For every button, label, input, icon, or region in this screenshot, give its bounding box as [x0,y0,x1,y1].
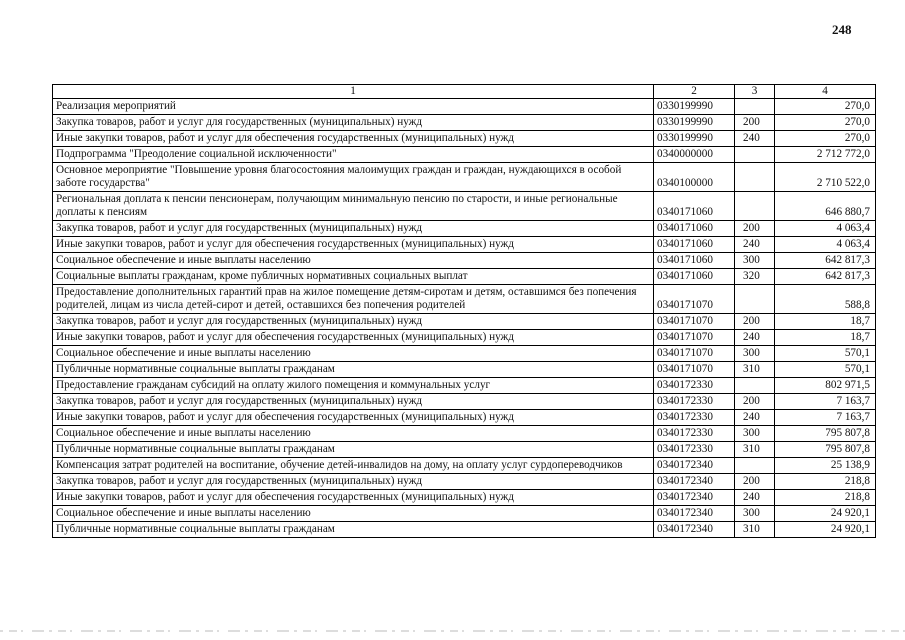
table-row [53,99,876,115]
row-name-cell: Публичные нормативные социальные выплаты гражданам [53,362,654,378]
row-code-cell: 0340172330 [654,442,735,458]
row-vr-cell [735,378,775,394]
row-name-cell: Основное мероприятие "Повышение уровня благосостояния малоимущих граждан и граждан, нуждающихся в особой заботе государства" [53,163,654,192]
row-name-cell: Иные закупки товаров, работ и услуг для обеспечения государственных (муниципальных) нужд [53,237,654,253]
row-amount-cell: 24 920,1 [775,522,876,538]
table-row [53,474,876,490]
row-name-cell: Социальное обеспечение и иные выплаты населению [53,346,654,362]
row-vr-cell: 310 [735,442,775,458]
row-vr-cell: 310 [735,362,775,378]
row-amount-cell: 2 712 772,0 [775,147,876,163]
table-row [53,362,876,378]
row-name-cell: Иные закупки товаров, работ и услуг для обеспечения государственных (муниципальных) нужд [53,330,654,346]
row-code-cell: 0340172340 [654,490,735,506]
row-name-cell: Закупка товаров, работ и услуг для государственных (муниципальных) нужд [53,115,654,131]
row-amount-cell: 24 920,1 [775,506,876,522]
header-col-3: 3 [735,85,775,99]
row-code-cell: 0340000000 [654,147,735,163]
table-row [53,115,876,131]
row-vr-cell: 320 [735,269,775,285]
row-vr-cell: 300 [735,346,775,362]
page-number: 248 [832,22,852,37]
row-name-cell: Закупка товаров, работ и услуг для государственных (муниципальных) нужд [53,474,654,490]
row-vr-cell: 200 [735,474,775,490]
row-code-cell: 0340171070 [654,346,735,362]
row-name-cell: Реализация мероприятий [53,99,654,115]
row-code-cell: 0340171060 [654,253,735,269]
row-amount-cell: 642 817,3 [775,269,876,285]
row-name-cell: Публичные нормативные социальные выплаты гражданам [53,522,654,538]
row-code-cell: 0340171060 [654,192,735,221]
row-code-cell: 0340172330 [654,378,735,394]
row-name-cell: Предоставление дополнительных гарантий прав на жилое помещение детям-сиротам и детям, оставшимся без попечения родителей, лицам из числа детей-сирот и детей, оставшихся без попечения родителей [53,285,654,314]
row-amount-cell: 4 063,4 [775,237,876,253]
row-code-cell: 0340171070 [654,285,735,314]
row-vr-cell: 300 [735,253,775,269]
table-row [53,147,876,163]
table-row [53,285,876,314]
table-row [53,490,876,506]
row-code-cell: 0330199990 [654,115,735,131]
row-name-cell: Региональная доплата к пенсии пенсионерам, получающим минимальную пенсию по старости, и иные региональные доплаты к пенсиям [53,192,654,221]
row-code-cell: 0340171070 [654,314,735,330]
row-name-cell: Иные закупки товаров, работ и услуг для обеспечения государственных (муниципальных) нужд [53,131,654,147]
table-row [53,410,876,426]
row-name-cell: Социальное обеспечение и иные выплаты населению [53,426,654,442]
row-amount-cell: 7 163,7 [775,394,876,410]
row-amount-cell: 25 138,9 [775,458,876,474]
row-name-cell: Социальное обеспечение и иные выплаты населению [53,253,654,269]
row-code-cell: 0340172330 [654,410,735,426]
table-row [53,163,876,192]
row-amount-cell: 2 710 522,0 [775,163,876,192]
row-amount-cell: 270,0 [775,115,876,131]
row-vr-cell: 240 [735,330,775,346]
row-amount-cell: 646 880,7 [775,192,876,221]
row-vr-cell: 240 [735,237,775,253]
table-row [53,426,876,442]
table-row [53,442,876,458]
table-row [53,346,876,362]
row-code-cell: 0340172330 [654,426,735,442]
table-row [53,314,876,330]
row-amount-cell: 802 971,5 [775,378,876,394]
row-code-cell: 0340172330 [654,394,735,410]
row-vr-cell: 240 [735,410,775,426]
row-vr-cell [735,192,775,221]
row-amount-cell: 7 163,7 [775,410,876,426]
header-col-1: 1 [53,85,654,99]
row-code-cell: 0340172340 [654,458,735,474]
row-vr-cell: 200 [735,394,775,410]
row-amount-cell: 4 063,4 [775,221,876,237]
table-row [53,458,876,474]
row-code-cell: 0340171070 [654,362,735,378]
row-name-cell: Публичные нормативные социальные выплаты гражданам [53,442,654,458]
table-row [53,131,876,147]
row-code-cell: 0340171060 [654,237,735,253]
row-code-cell: 0330199990 [654,131,735,147]
row-name-cell: Закупка товаров, работ и услуг для государственных (муниципальных) нужд [53,394,654,410]
table-row [53,237,876,253]
row-amount-cell: 270,0 [775,131,876,147]
table-row [53,378,876,394]
row-amount-cell: 588,8 [775,285,876,314]
row-name-cell: Иные закупки товаров, работ и услуг для обеспечения государственных (муниципальных) нужд [53,490,654,506]
table-header-row [53,85,876,99]
row-vr-cell: 240 [735,131,775,147]
row-amount-cell: 795 807,8 [775,442,876,458]
row-code-cell: 0340171060 [654,269,735,285]
row-code-cell: 0340171060 [654,221,735,237]
row-amount-cell: 270,0 [775,99,876,115]
scan-noise-line [0,629,905,633]
row-vr-cell: 300 [735,506,775,522]
row-vr-cell: 200 [735,221,775,237]
header-col-2: 2 [654,85,735,99]
row-vr-cell [735,458,775,474]
table-row [53,221,876,237]
table-body [53,99,876,538]
row-name-cell: Закупка товаров, работ и услуг для государственных (муниципальных) нужд [53,314,654,330]
table-row [53,506,876,522]
row-name-cell: Закупка товаров, работ и услуг для государственных (муниципальных) нужд [53,221,654,237]
row-amount-cell: 18,7 [775,330,876,346]
row-amount-cell: 570,1 [775,362,876,378]
table-row [53,330,876,346]
row-code-cell: 0340171070 [654,330,735,346]
row-code-cell: 0330199990 [654,99,735,115]
row-amount-cell: 570,1 [775,346,876,362]
row-name-cell: Иные закупки товаров, работ и услуг для обеспечения государственных (муниципальных) нужд [53,410,654,426]
table-row [53,253,876,269]
row-code-cell: 0340100000 [654,163,735,192]
table-row [53,394,876,410]
row-vr-cell [735,147,775,163]
budget-table [52,84,876,538]
table-row [53,269,876,285]
row-name-cell: Компенсация затрат родителей на воспитание, обучение детей-инвалидов на дому, на оплату услуг сурдопереводчиков [53,458,654,474]
row-code-cell: 0340172340 [654,474,735,490]
row-vr-cell [735,285,775,314]
row-amount-cell: 18,7 [775,314,876,330]
row-vr-cell: 200 [735,314,775,330]
row-vr-cell [735,99,775,115]
row-vr-cell: 200 [735,115,775,131]
row-code-cell: 0340172340 [654,506,735,522]
row-vr-cell: 300 [735,426,775,442]
row-amount-cell: 795 807,8 [775,426,876,442]
row-amount-cell: 218,8 [775,474,876,490]
row-amount-cell: 218,8 [775,490,876,506]
row-amount-cell: 642 817,3 [775,253,876,269]
row-name-cell: Социальные выплаты гражданам, кроме публичных нормативных социальных выплат [53,269,654,285]
row-name-cell: Предоставление гражданам субсидий на оплату жилого помещения и коммунальных услуг [53,378,654,394]
row-name-cell: Социальное обеспечение и иные выплаты населению [53,506,654,522]
row-name-cell: Подпрограмма "Преодоление социальной исключенности" [53,147,654,163]
row-code-cell: 0340172340 [654,522,735,538]
row-vr-cell: 240 [735,490,775,506]
row-vr-cell: 310 [735,522,775,538]
row-vr-cell [735,163,775,192]
table-row [53,522,876,538]
table-row [53,192,876,221]
header-col-4: 4 [775,85,876,99]
